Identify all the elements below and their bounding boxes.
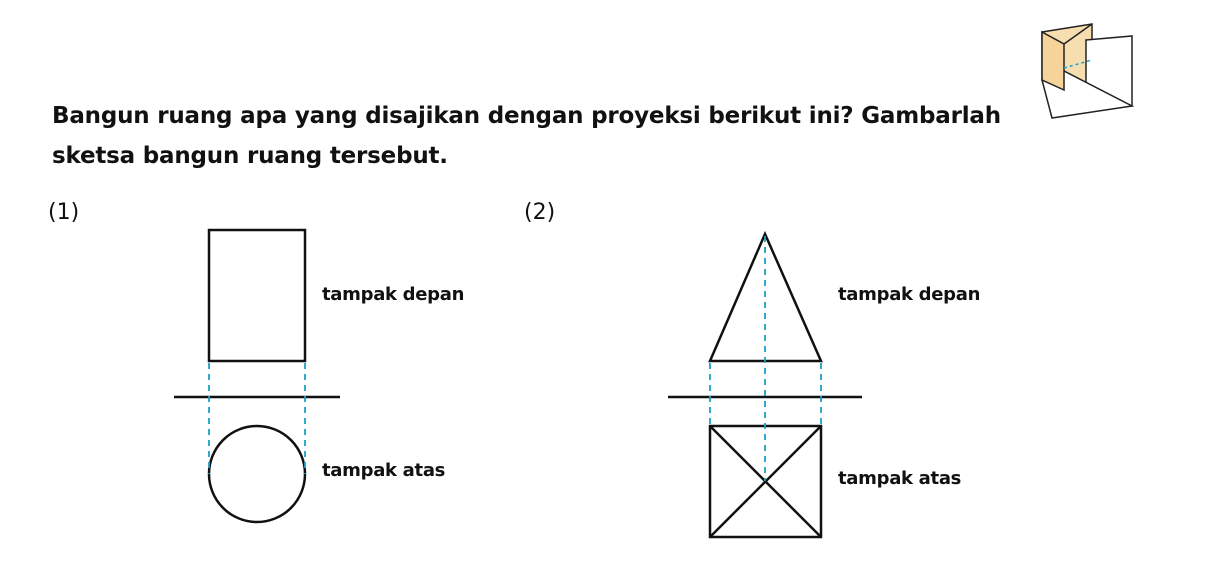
problem-1-top-circle	[209, 426, 305, 522]
problem-1-front-label: tampak depan	[322, 284, 465, 305]
question-line-1: Bangun ruang apa yang disajikan dengan proyeksi berikut ini? Gambarlah	[52, 103, 1001, 129]
problem-1-top-label: tampak atas	[322, 460, 446, 481]
problem-2-figure	[668, 234, 862, 537]
problem-1-front-rectangle	[209, 230, 305, 361]
problem-2-number: (2)	[524, 200, 556, 225]
problem-1-number: (1)	[48, 200, 80, 225]
problem-1-figure	[174, 230, 340, 522]
problem-2-front-triangle	[710, 234, 821, 361]
problem-2-front-label: tampak depan	[838, 284, 981, 305]
projection-planes-icon	[1042, 24, 1132, 118]
problem-2-top-label: tampak atas	[838, 468, 962, 489]
question-line-2: sketsa bangun ruang tersebut.	[52, 143, 448, 169]
